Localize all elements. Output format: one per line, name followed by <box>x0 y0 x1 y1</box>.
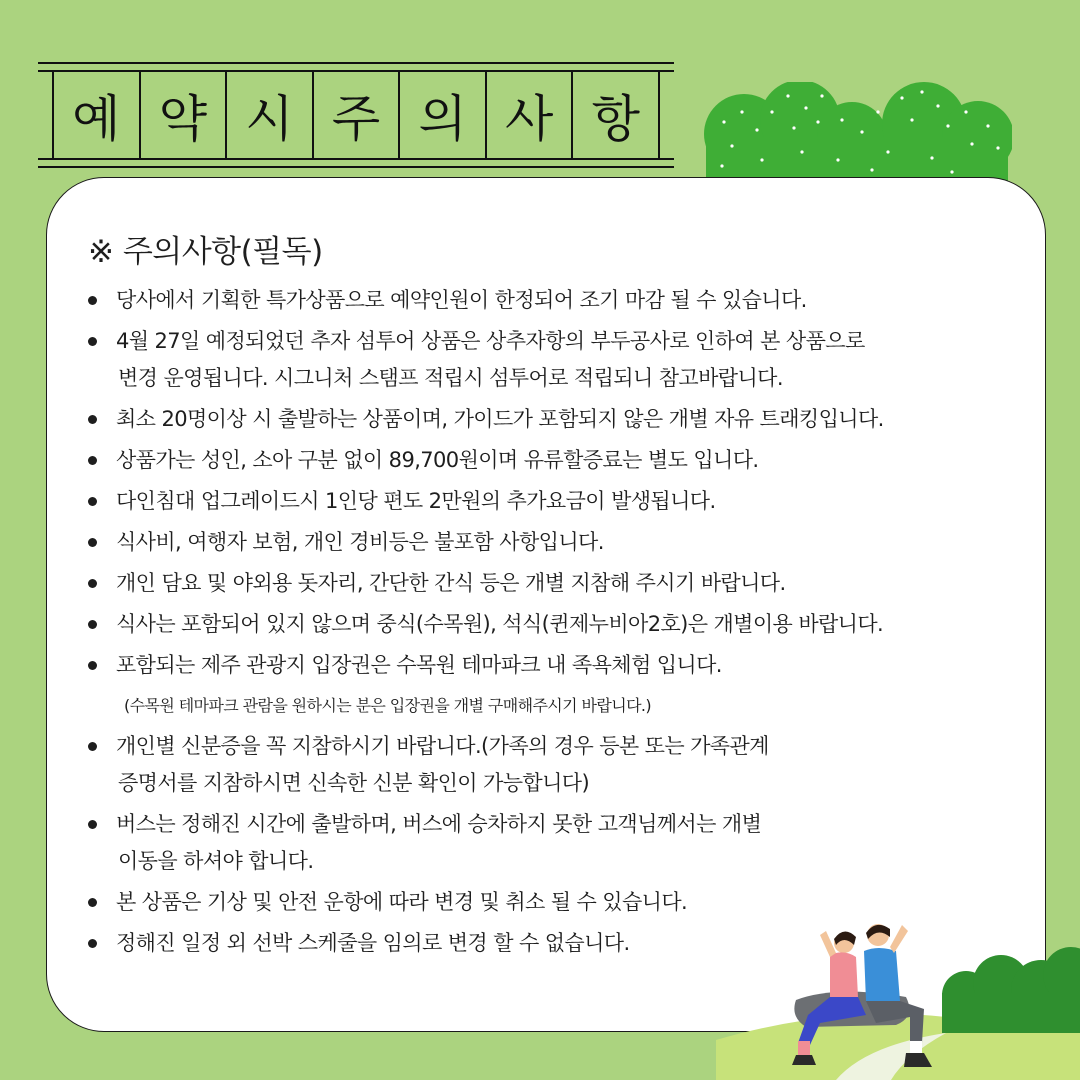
bullet-icon <box>88 939 97 948</box>
title-rail-bottom-inner <box>38 158 674 160</box>
list-item: 본 상품은 기상 및 안전 운항에 따라 변경 및 취소 될 수 있습니다. <box>88 884 1028 921</box>
bullet-icon <box>88 538 97 547</box>
list-item: 포함되는 제주 관광지 입장권은 수목원 테마파크 내 족욕체험 입니다. <box>88 647 1028 684</box>
title-banner <box>38 62 674 168</box>
bullet-icon <box>88 497 97 506</box>
list-item: 식사비, 여행자 보험, 개인 경비등은 불포함 사항입니다. <box>88 524 1028 561</box>
notice-heading: ※ 주의사항(필독) <box>88 234 323 270</box>
list-item: 정해진 일정 외 선박 스케줄을 임의로 변경 할 수 없습니다. <box>88 925 1028 962</box>
list-item: 상품가는 성인, 소아 구분 없이 89,700원이며 유류할증료는 별도 입니다. <box>88 442 1028 479</box>
bullet-icon <box>88 579 97 588</box>
bullet-icon <box>88 337 97 346</box>
title-rail-bottom <box>38 166 674 168</box>
notice-list <box>88 282 1028 966</box>
title-char: 예 <box>54 72 141 158</box>
title-box <box>52 72 660 158</box>
list-item: 최소 20명이상 시 출발하는 상품이며, 가이드가 포함되지 않은 개별 자유 트래킹입니다. <box>88 401 1028 438</box>
bullet-icon <box>88 620 97 629</box>
bullet-icon <box>88 742 97 751</box>
bullet-icon <box>88 296 97 305</box>
title-char: 의 <box>400 72 487 158</box>
title-char: 약 <box>141 72 228 158</box>
title-char: 사 <box>487 72 574 158</box>
bullet-icon <box>88 898 97 907</box>
list-item: 당사에서 기획한 특가상품으로 예약인원이 한정되어 조기 마감 될 수 있습니다. <box>88 282 1028 319</box>
list-item: 개인별 신분증을 꼭 지참하시기 바랍니다.(가족의 경우 등본 또는 가족관계 증명서를 지참하시면 신속한 신분 확인이 가능합니다) <box>88 728 1028 802</box>
list-item: 4월 27일 예정되었던 추자 섬투어 상품은 상추자항의 부두공사로 인하여 본 상품으로 변경 운영됩니다. 시그니처 스탬프 적립시 섬투어로 적립되니 참고바랍니다. <box>88 323 1028 397</box>
bullet-icon <box>88 661 97 670</box>
bullet-icon <box>88 456 97 465</box>
bullet-icon <box>88 415 97 424</box>
list-item: 다인침대 업그레이드시 1인당 편도 2만원의 추가요금이 발생됩니다. <box>88 483 1028 520</box>
bullet-icon <box>88 820 97 829</box>
title-rail-top <box>38 62 674 64</box>
hikers-illustration <box>716 905 1080 1080</box>
list-item: 개인 담요 및 야외용 돗자리, 간단한 간식 등은 개별 지참해 주시기 바랍니다. <box>88 565 1028 602</box>
title-char: 시 <box>227 72 314 158</box>
title-char: 주 <box>314 72 401 158</box>
list-item: 버스는 정해진 시간에 출발하며, 버스에 승차하지 못한 고객님께서는 개별 이동을 하셔야 합니다. <box>88 806 1028 880</box>
list-note: (수목원 테마파크 관람을 원하시는 분은 입장권을 개별 구매해주시기 바랍니다.) <box>124 696 652 715</box>
list-item: 식사는 포함되어 있지 않으며 중식(수목원), 석식(퀸제누비아2호)은 개별이용 바랍니다. <box>88 606 1028 643</box>
title-char: 항 <box>591 90 640 148</box>
bush-illustration <box>702 82 1012 182</box>
